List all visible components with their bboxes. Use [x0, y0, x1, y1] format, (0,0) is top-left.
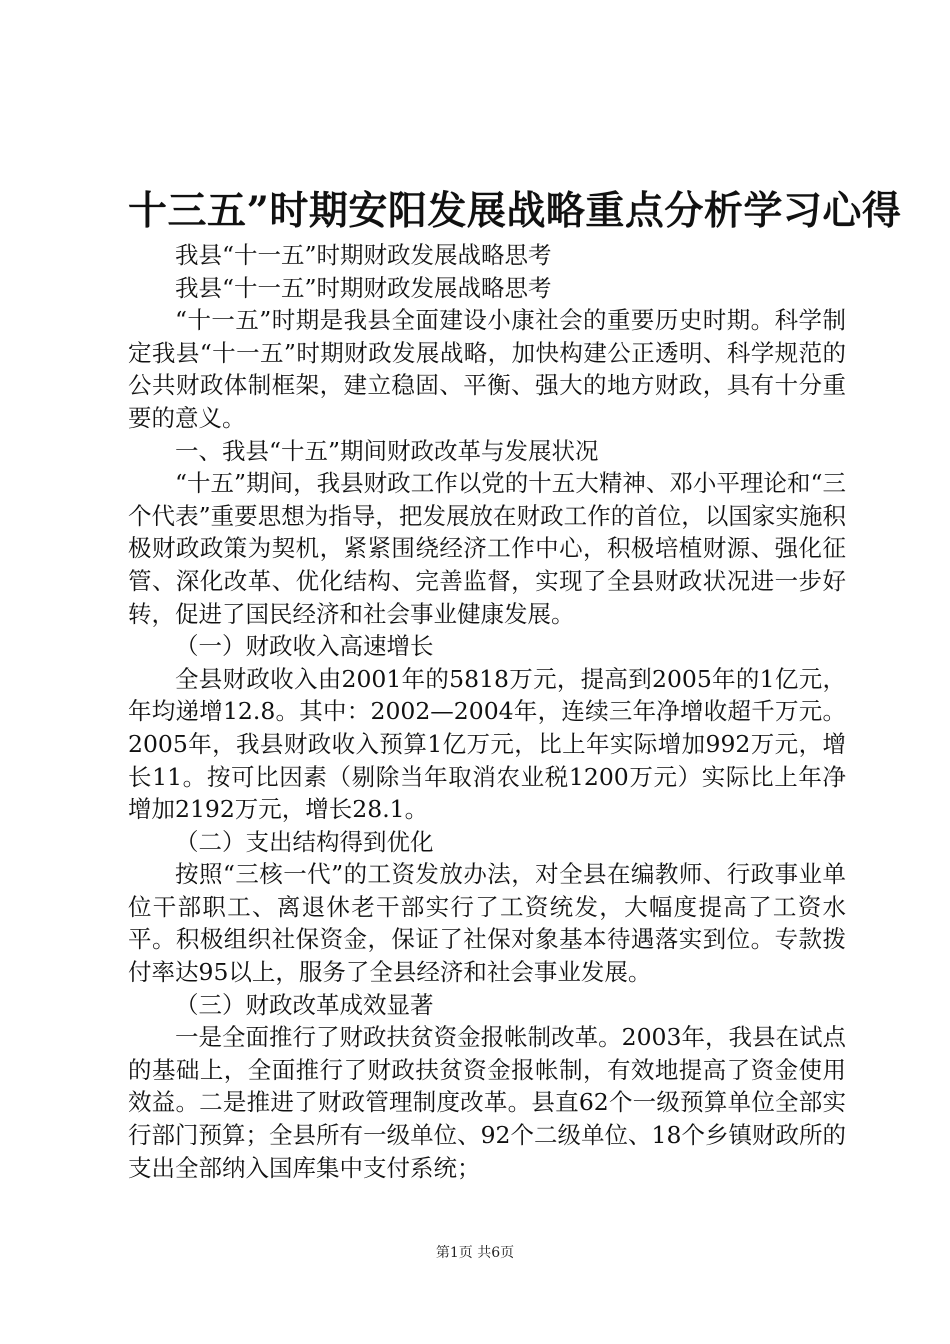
paragraph: 我县“十一五”时期财政发展战略思考 — [175, 273, 552, 302]
paragraph: 一是全面推行了财政扶贫资金报帐制改革。2003年，我县在试点的基础上，全面推行了财政扶贫资金报帐制，有效地提高了资金使用效益。二是推进了财政管理制度改革。县直62个一级预算单位全部实行部门预算；全县所有一级单位、92个二级单位、18个乡镇财政所的支出全部纳入国库集中支付系统； — [128, 1023, 846, 1182]
page-footer: 第1页 共6页 — [435, 1245, 515, 1261]
subsection-heading: （二）支出结构得到优化 — [175, 827, 434, 856]
paragraph: 全县财政收入由2001年的5818万元，提高到2005年的1亿元，年均递增12.8。其中：2002—2004年，连续三年净增收超千万元。2005年，我县财政收入预算1亿万元，比上年实际增加992万元，增长11。按可比因素（剔除当年取消农业税1200万元）实际比上年净增加2192万元，增长28.1。 — [128, 664, 846, 824]
subsection-heading: （一）财政收入高速增长 — [175, 632, 434, 661]
paragraph: 我县“十一五”时期财政发展战略思考 — [175, 241, 552, 269]
paragraph: “十五”期间，我县财政工作以党的十五大精神、邓小平理论和“三个代表”重要思想为指导，把发展放在财政工作的首位，以国家实施积极财政政策为契机，紧紧围绕经济工作中心，积极培植财源、强化征管、深化改革、优化结构、完善监督，实现了全县财政状况进一步好转，促进了国民经济和社会事业健康发展。 — [128, 469, 846, 628]
subsection-heading: （三）财政改革成效显著 — [175, 990, 434, 1019]
document-body — [128, 239, 846, 1184]
section-heading: 一、我县“十五”期间财政改革与发展状况 — [175, 436, 599, 465]
document-title: 十三五”时期安阳发展战略重点分析学习心得 — [128, 188, 902, 234]
paragraph: “十一五”时期是我县全面建设小康社会的重要历史时期。科学制定我县“十一五”时期财政发展战略，加快构建公正透明、科学规范的公共财政体制框架，建立稳固、平衡、强大的地方财政，具有十分重要的意义。 — [128, 306, 846, 432]
paragraph: 按照“三核一代”的工资发放办法，对全县在编教师、行政事业单位干部职工、离退休老干部实行了工资统发，大幅度提高了工资水平。积极组织社保资金，保证了社保对象基本待遇落实到位。专款拨付率达95以上，服务了全县经济和社会事业发展。 — [128, 860, 846, 987]
